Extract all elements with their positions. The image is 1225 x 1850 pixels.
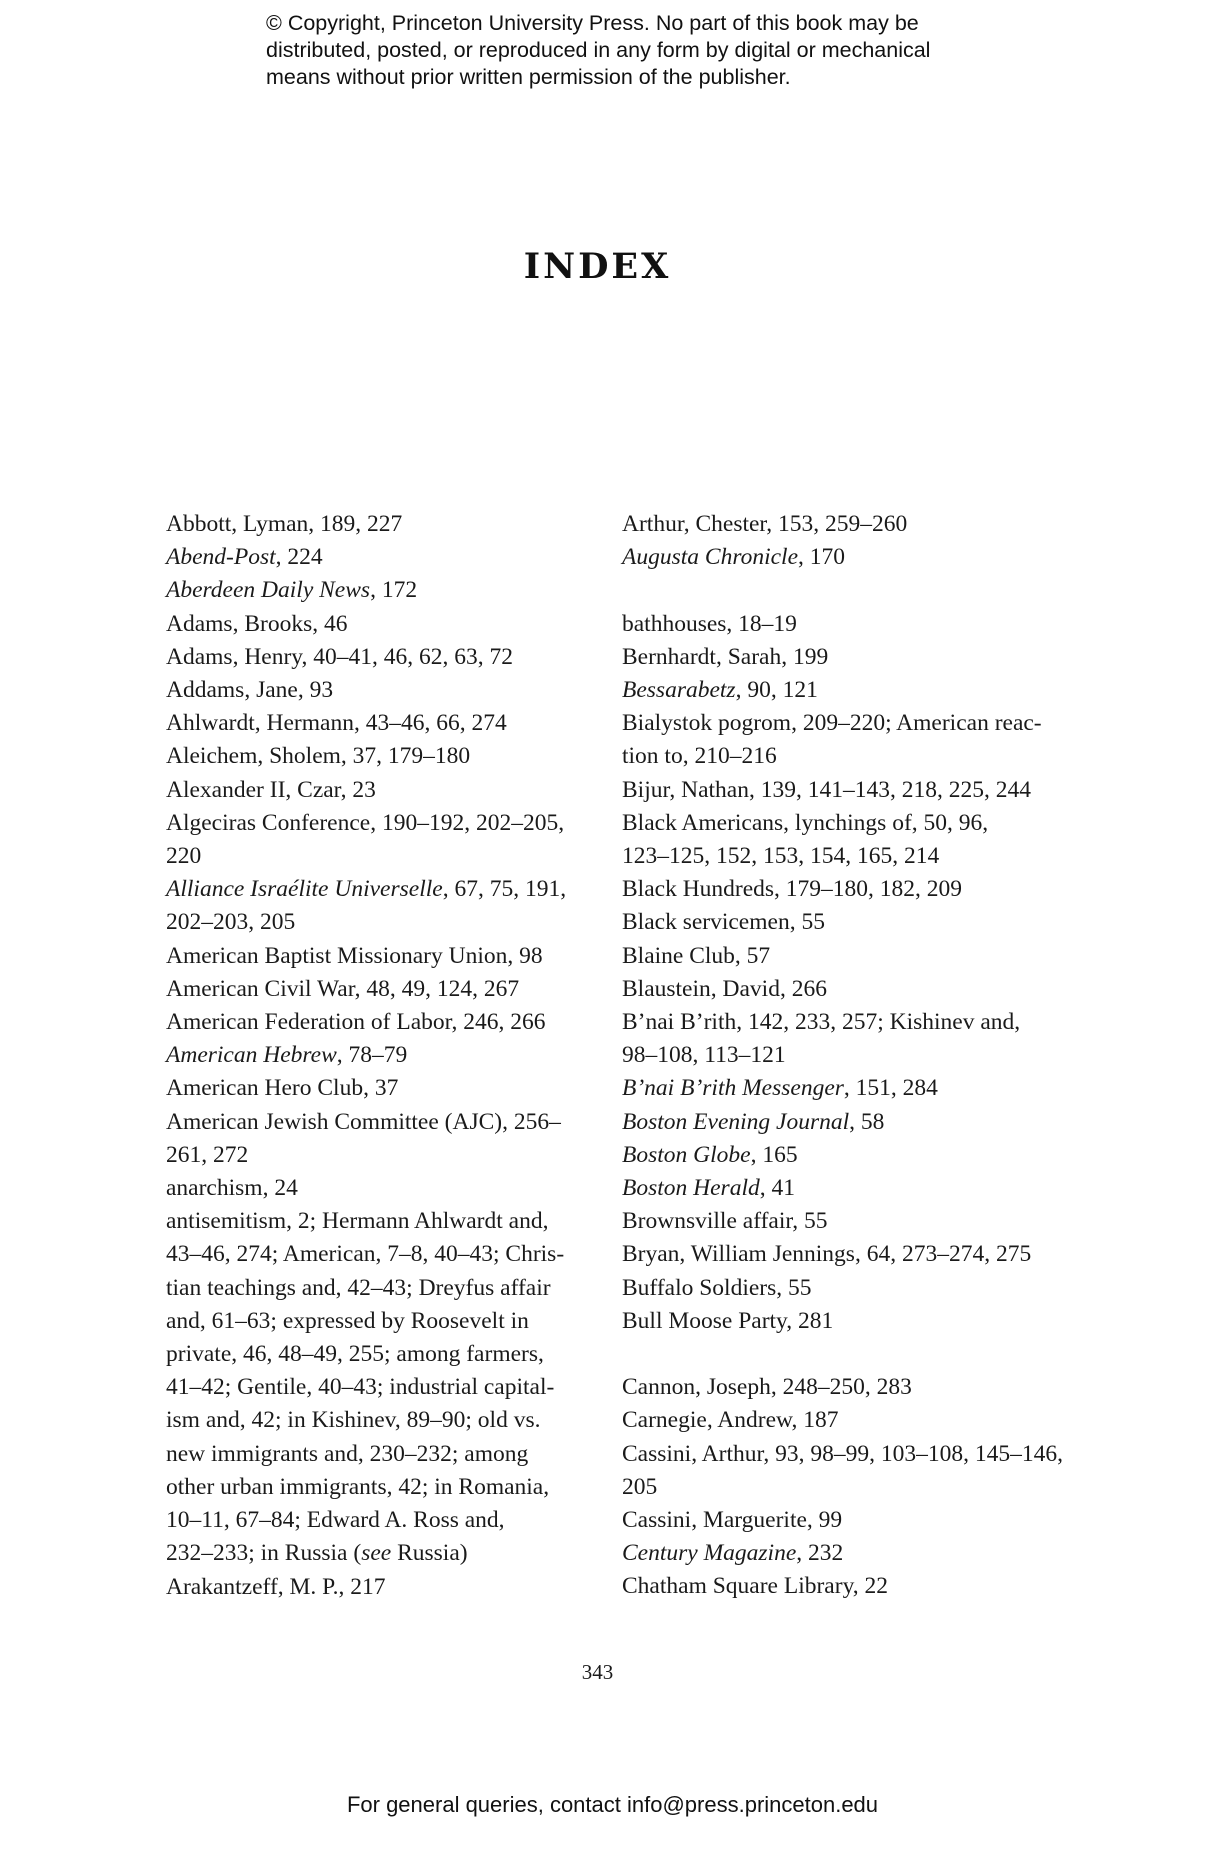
index-entry — [166, 1106, 586, 1172]
index-entry-line — [166, 1039, 586, 1072]
index-entry-line — [166, 873, 586, 906]
page-number: 343 — [581, 1660, 614, 1684]
index-entry — [622, 508, 1042, 541]
index-entry — [166, 1172, 586, 1205]
index-entry-line — [166, 1537, 586, 1570]
index-entry — [622, 541, 1042, 574]
index-entry — [166, 807, 586, 873]
index-entry-line: Addams, Jane, 93 — [166, 677, 334, 704]
index-entry-pages: , 172 — [370, 577, 418, 604]
index-entry-line: other urban immigrants, 42; in Romania, — [166, 1473, 550, 1500]
index-entry-line — [622, 1139, 1042, 1172]
index-entry — [622, 774, 1042, 807]
index-entry-line: bathhouses, 18–19 — [622, 610, 797, 637]
index-entry-line: Algeciras Conference, 190–192, 202–205, — [166, 809, 565, 836]
index-entry-line: Cannon, Joseph, 248–250, 283 — [622, 1374, 912, 1401]
index-entry — [622, 1072, 1042, 1105]
index-entry — [622, 1139, 1042, 1172]
index-entry-line: Black Americans, lynchings of, 50, 96, — [622, 809, 989, 836]
index-entry-line: American Jewish Committee (AJC), 256– — [166, 1108, 561, 1135]
index-entry-line: Cassini, Arthur, 93, 98–99, 103–108, 145–146, — [622, 1440, 1063, 1467]
index-entry — [622, 1537, 1042, 1570]
index-entry-line: Carnegie, Andrew, 187 — [622, 1407, 839, 1434]
index-entry-line — [622, 1537, 1042, 1570]
index-entry — [622, 1106, 1042, 1139]
index-entry-line: Arthur, Chester, 153, 259–260 — [622, 511, 908, 537]
index-entry-line: American Federation of Labor, 246, 266 — [166, 1009, 546, 1036]
index-entry — [166, 973, 586, 1006]
index-entry-line: American Hero Club, 37 — [166, 1075, 399, 1102]
index-entry-line: ism and, 42; in Kishinev, 89–90; old vs. — [166, 1407, 541, 1434]
index-entry — [166, 641, 586, 674]
index-entry — [622, 1238, 1042, 1271]
index-entry-line: private, 46, 48–49, 255; among farmers, — [166, 1341, 544, 1368]
index-entry-line: Arakantzeff, M. P., 217 — [166, 1573, 386, 1600]
index-entry-line: Alexander II, Czar, 23 — [166, 776, 376, 803]
index-entry — [622, 641, 1042, 674]
index-entry-title: Century Magazine — [622, 1540, 797, 1567]
index-entry-line: Ahlwardt, Hermann, 43–46, 66, 274 — [166, 710, 507, 737]
index-entry — [166, 574, 586, 607]
index-entry-title: Boston Herald — [622, 1175, 760, 1202]
index-entry-line — [622, 674, 1042, 707]
page-title: INDEX — [523, 246, 672, 287]
index-entry — [622, 940, 1042, 973]
index-entry-line — [622, 1172, 1042, 1205]
index-entry — [622, 1205, 1042, 1238]
index-entry-line: 123–125, 152, 153, 154, 165, 214 — [622, 843, 940, 870]
letter-group-gap — [622, 1338, 1042, 1371]
index-entry-line: Black Hundreds, 179–180, 182, 209 — [622, 876, 963, 903]
index-entry-line: Cassini, Marguerite, 99 — [622, 1507, 843, 1534]
index-entry — [166, 740, 586, 773]
index-entry-line: Adams, Brooks, 46 — [166, 610, 348, 637]
index-entry — [166, 707, 586, 740]
index-entry-pages: , 232 — [796, 1540, 844, 1567]
index-entry — [622, 1272, 1042, 1305]
index-entry — [166, 1205, 586, 1570]
index-entry-line: and, 61–63; expressed by Roosevelt in — [166, 1307, 529, 1334]
index-entry — [622, 608, 1042, 641]
letter-group-gap — [622, 574, 1042, 607]
index-entry-line: tion to, 210–216 — [622, 743, 777, 770]
index-entry-line: Buffalo Soldiers, 55 — [622, 1274, 812, 1301]
index-entry-line: Blaustein, David, 266 — [622, 975, 827, 1002]
index-entry-line: Bryan, William Jennings, 64, 273–274, 275 — [622, 1241, 1032, 1268]
index-entry-title: Abend-Post — [166, 544, 276, 571]
index-entry-pages: , 58 — [849, 1108, 885, 1135]
index-entry-line: Bull Moose Party, 281 — [622, 1307, 834, 1334]
index-entry-pages: , 165 — [750, 1141, 798, 1168]
index-entry-pages: , 90, 121 — [735, 677, 818, 703]
index-entry-line: Chatham Square Library, 22 — [622, 1573, 889, 1600]
index-entry-line: antisemitism, 2; Hermann Ahlwardt and, — [166, 1208, 549, 1235]
index-entry — [622, 906, 1042, 939]
index-entry-line — [622, 1072, 1042, 1105]
index-entry — [622, 1438, 1063, 1504]
index-entry-line: 205 — [622, 1473, 658, 1500]
index-entry — [166, 774, 586, 807]
index-entry-line: 220 — [166, 843, 202, 870]
index-entry-line: tian teachings and, 42–43; Dreyfus affair — [166, 1274, 551, 1301]
copyright-line: © Copyright, Princeton University Press. No part of this book may be — [266, 11, 919, 35]
index-entry-pages: , 151, 284 — [843, 1075, 938, 1102]
index-entry-title: Boston Globe — [622, 1141, 751, 1168]
index-entry-line: 10–11, 67–84; Edward A. Ross and, — [166, 1507, 505, 1534]
index-entry — [166, 940, 586, 973]
index-entry-line — [622, 541, 1042, 574]
index-entry-line: American Civil War, 48, 49, 124, 267 — [166, 975, 520, 1002]
index-entry-line: 43–46, 274; American, 7–8, 40–43; Chris- — [166, 1241, 565, 1268]
index-entry-pages: , 67, 75, 191, — [442, 876, 567, 903]
index-cross-reference: see — [361, 1540, 392, 1567]
index-entry-line: new immigrants and, 230–232; among — [166, 1440, 529, 1467]
index-entry-line — [166, 574, 586, 607]
index-entry-line: Blaine Club, 57 — [622, 942, 771, 969]
index-entry-line: anarchism, 24 — [166, 1175, 298, 1202]
index-column-left — [166, 508, 586, 1604]
index-entry — [166, 873, 586, 939]
copyright-line: distributed, posted, or reproduced in any form by digital or mechanical — [266, 38, 931, 62]
index-entry-line: 98–108, 113–121 — [622, 1042, 786, 1069]
footer-contact: For general queries, contact info@press.princeton.edu — [346, 1792, 879, 1817]
index-entry-line: Abbott, Lyman, 189, 227 — [166, 511, 403, 537]
index-entry-line: Bernhardt, Sarah, 199 — [622, 643, 829, 670]
index-entry — [622, 873, 1042, 906]
index-entry-line: B’nai B’rith, 142, 233, 257; Kishinev and, — [622, 1009, 1021, 1036]
index-entry-title: Aberdeen Daily News — [166, 577, 371, 604]
index-entry — [166, 1039, 586, 1072]
index-entry-title: Boston Evening Journal — [622, 1108, 850, 1135]
index-entry — [622, 1172, 1042, 1205]
copyright-line: means without prior written permission of the publisher. — [266, 65, 791, 89]
index-entry — [166, 508, 586, 541]
index-entry-pages: , 224 — [275, 544, 323, 571]
index-entry-title: American Hebrew — [166, 1042, 337, 1069]
index-entry — [622, 807, 1042, 873]
index-entry — [622, 1570, 1042, 1603]
index-entry-line: Aleichem, Sholem, 37, 179–180 — [166, 743, 471, 770]
index-entry — [166, 674, 586, 707]
index-column-right — [622, 508, 1063, 1604]
index-entry-line: 41–42; Gentile, 40–43; industrial capital- — [166, 1374, 555, 1401]
index-entry-line: Bijur, Nathan, 139, 141–143, 218, 225, 244 — [622, 776, 1031, 803]
index-entry-text: 232–233; in Russia ( — [166, 1540, 362, 1567]
index-entry — [166, 1006, 586, 1039]
index-entry-pages: , 78–79 — [336, 1042, 408, 1069]
index-entry — [622, 1404, 1042, 1437]
index-entry-line: 202–203, 205 — [166, 909, 296, 936]
copyright-notice — [266, 10, 1026, 91]
index-entry — [166, 1072, 586, 1105]
index-entry-pages: , 41 — [759, 1175, 795, 1202]
index-entry — [166, 541, 586, 574]
index-entry-title: B’nai B’rith Messenger — [622, 1075, 844, 1102]
index-entry-title: Augusta Chronicle — [622, 544, 799, 571]
index-entry-line: Adams, Henry, 40–41, 46, 62, 63, 72 — [166, 643, 514, 670]
index-entry — [622, 1371, 1042, 1404]
index-entry-line: Black servicemen, 55 — [622, 909, 825, 936]
index-entry — [622, 674, 1042, 707]
index-entry — [622, 1305, 1042, 1338]
index-entry-title: Bessarabetz — [622, 677, 736, 703]
index-entry — [166, 608, 586, 641]
index-entry-line: American Baptist Missionary Union, 98 — [166, 942, 543, 969]
index-entry-line: Brownsville affair, 55 — [622, 1208, 828, 1235]
index-entry-line — [622, 1106, 1042, 1139]
index-entry-title: Alliance Israélite Universelle — [166, 876, 443, 903]
index-entry-line: 261, 272 — [166, 1141, 249, 1168]
index-entry — [622, 707, 1042, 773]
index-entry — [622, 1504, 1042, 1537]
index-entry-line — [166, 541, 586, 574]
index-entry — [166, 1571, 586, 1604]
index-entry-text: Russia) — [391, 1540, 468, 1567]
index-entry — [622, 973, 1042, 1006]
index-entry — [622, 1006, 1042, 1072]
index-entry-pages: , 170 — [798, 544, 846, 571]
index-entry-line: Bialystok pogrom, 209–220; American reac- — [622, 710, 1042, 737]
